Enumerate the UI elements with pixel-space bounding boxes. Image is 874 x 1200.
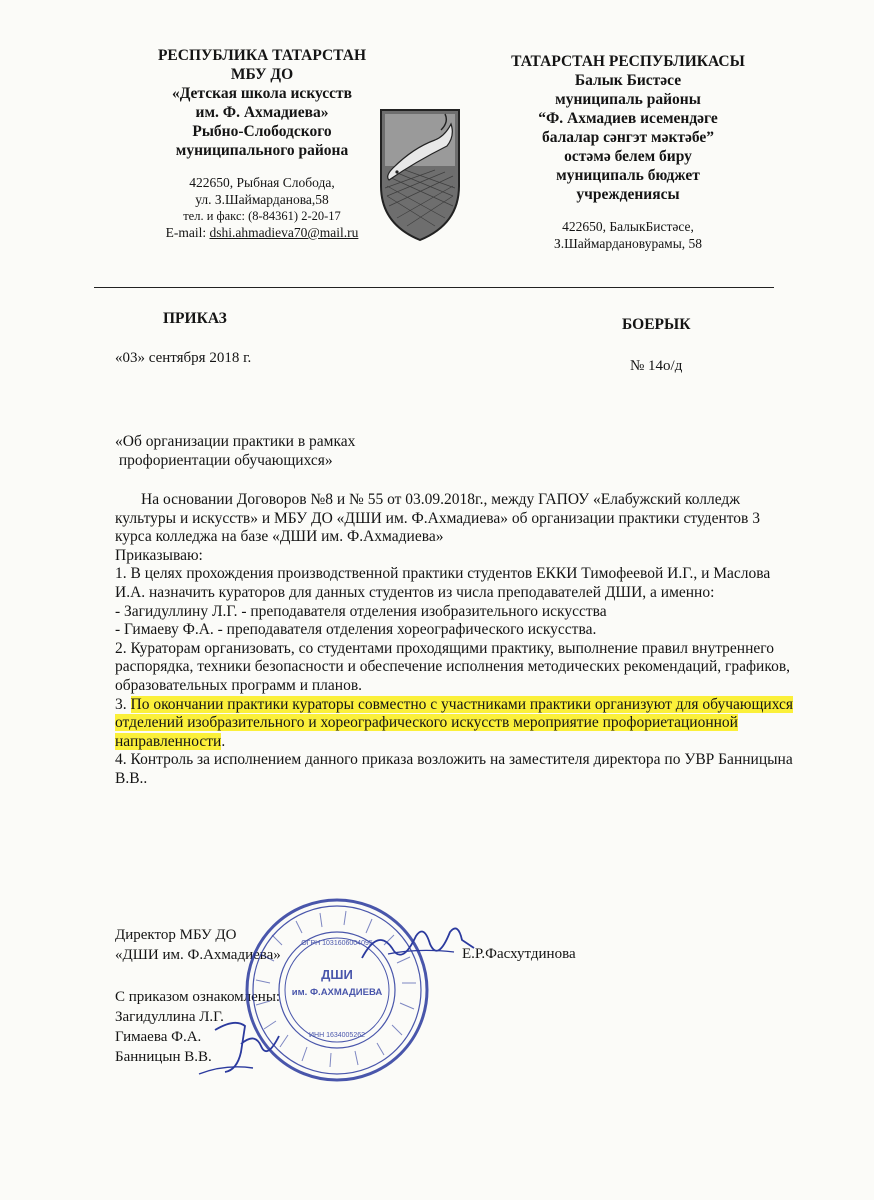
item-4: 4. Контроль за исполнением данного приказа возложить на заместителя директора по УВР Банницына В.В.. xyxy=(115,751,793,787)
item-2: 2. Кураторам организовать, со студентами проходящими практику, выполнение правил внутреннего распорядка, техники безопасности и обеспечение исполнения методических рекомендаций, графиков, образовательных программ и планов. xyxy=(115,639,791,694)
item-1-curator-a: - Загидуллину Л.Г. - преподавателя отделения изобразительного искусства xyxy=(115,602,607,620)
header-right-line: Балык Бистәсе xyxy=(574,72,682,89)
header-right-address: З.Шаймардановурамы, 58 xyxy=(553,236,703,251)
header-left-line: им. Ф. Ахмадиева» xyxy=(195,104,329,121)
seal-inn: ИНН 1634005262 xyxy=(308,1032,366,1039)
header-left-email-line xyxy=(112,224,412,241)
intro-paragraph: На основании Договоров №8 и № 55 от 03.09.2018г., между ГАПОУ «Елабужский колледж культуры и искусств» и МБУ ДО «ДШИ им. Ф.Ахмадиева» об организации практики студентов 3 курса колледжа на базе «ДШИ им. Ф.Ахмадиева» xyxy=(115,491,761,546)
item-1-curator-b: - Гимаеву Ф.А. - преподавателя отделения хореографического искусства. xyxy=(115,621,597,639)
director-signature xyxy=(358,918,478,978)
seal-center-line: им. Ф.АХМАДИЕВА xyxy=(291,987,383,998)
header-left-line: МБУ ДО xyxy=(230,66,294,83)
header-right-address: 422650, БалыкБистәсе, xyxy=(562,219,694,234)
header-right-line: остәмә белем биру xyxy=(564,148,692,165)
subject-line: профориентации обучающихся» xyxy=(115,452,333,469)
order-date: «03» сентября 2018 г. xyxy=(115,350,252,366)
signer-position: «ДШИ им. Ф.Ахмадиева» xyxy=(115,947,281,963)
header-right-line: муниципаль районы xyxy=(555,91,701,108)
signer-position: Директор МБУ ДО xyxy=(115,927,237,943)
order-title-tt: БОЕРЫК xyxy=(622,316,691,333)
seal-ogrn: ОГРН 1031606004095 xyxy=(301,940,373,947)
item-3-number: 3. xyxy=(115,695,131,713)
order-body xyxy=(115,491,795,789)
item-3-end: . xyxy=(221,732,226,750)
ack-name: Гимаева Ф.А. xyxy=(115,1029,202,1045)
header-right-line: ТАТАРСТАН РЕСПУБЛИКАСЫ xyxy=(511,53,745,70)
order-title-ru: ПРИКАЗ xyxy=(163,310,227,327)
email-link[interactable]: dshi.ahmadieva70@mail.ru xyxy=(209,225,359,240)
subject-line: «Об организации практики в рамках xyxy=(115,433,356,450)
item-1: 1. В целях прохождения производственной практики студентов ЕККИ Тимофеевой И.Г., и Маслова И.А. назначить кураторов для данных студентов из числа преподавателей ДШИ, а именно: xyxy=(115,565,771,601)
header-left-address: ул. З.Шаймарданова,58 xyxy=(195,192,329,207)
header-left-line: Рыбно-Слободского xyxy=(192,123,332,140)
header-left-phone: тел. и факс: (8-84361) 2-20-17 xyxy=(183,209,341,223)
order-subject xyxy=(115,432,475,470)
header-left-line: РЕСПУБЛИКА ТАТАРСТАН xyxy=(157,47,367,64)
header-left-line: «Детская школа искусств xyxy=(171,85,353,102)
acknowledgement-signature xyxy=(195,1012,305,1082)
header-left-block xyxy=(112,46,412,241)
header-right-line: балалар сәнгэт мәктәбе” xyxy=(541,129,715,146)
seal-center-line: ДШИ xyxy=(321,967,353,982)
item-3-highlighted-text: По окончании практики кураторы совместно с участниками практики организуют для обучающихся отделений изобразительного и хореографического искусств мероприятие профориетационной направленности xyxy=(115,695,794,750)
ack-title: С приказом ознакомлены: xyxy=(115,989,281,1005)
header-divider xyxy=(94,287,774,288)
header-right-block xyxy=(478,52,778,252)
header-left-address: 422650, Рыбная Слобода, xyxy=(189,175,335,190)
orders-word: Приказываю: xyxy=(115,546,203,564)
item-3 xyxy=(115,696,795,752)
coat-of-arms-emblem xyxy=(375,106,465,244)
header-right-line: “Ф. Ахмадиев исемендәге xyxy=(538,110,718,127)
header-right-line: учреждениясы xyxy=(576,186,680,203)
email-label: E-mail: xyxy=(165,225,210,240)
header-left-line: муниципального района xyxy=(175,142,349,159)
ack-name: Загидуллина Л.Г. xyxy=(115,1009,224,1025)
order-number: № 14о/д xyxy=(630,358,683,374)
header-right-line: муниципаль бюджет xyxy=(556,167,700,184)
signer-name: Е.Р.Фасхутдинова xyxy=(462,946,576,962)
ack-name: Банницын В.В. xyxy=(115,1049,212,1065)
